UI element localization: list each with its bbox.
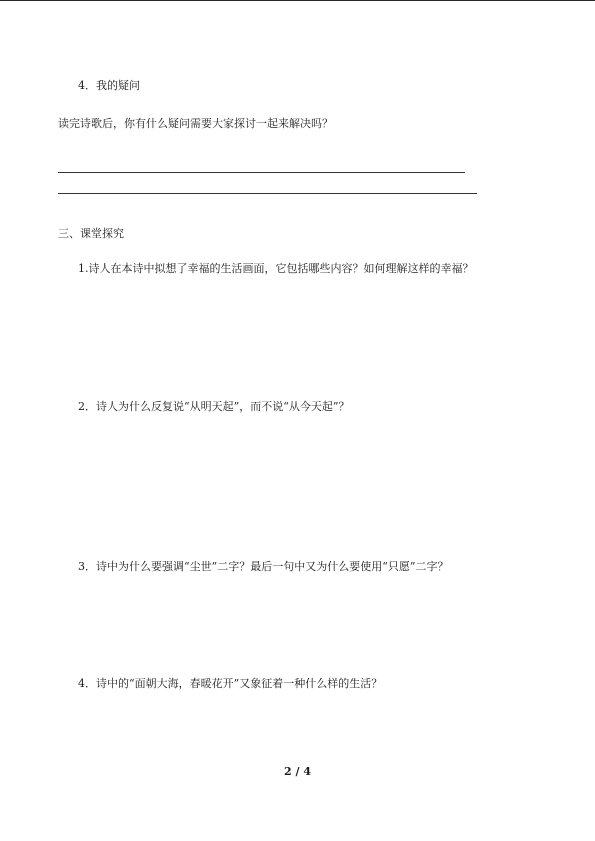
inquiry-question-4: 4．诗中的“面朝大海，春暖花开”又象征着一种什么样的生活？ xyxy=(78,677,383,690)
my-questions-heading: 4．我的疑问 xyxy=(78,79,140,92)
inquiry-question-3: 3．诗中为什么要强调“尘世”二字？最后一句中又为什么要使用“只愿”二字？ xyxy=(78,560,449,573)
my-questions-prompt: 读完诗歌后，你有什么疑问需要大家探讨一起来解决吗？ xyxy=(58,117,333,130)
classroom-inquiry-heading: 三、课堂探究 xyxy=(58,227,124,240)
answer-line-1 xyxy=(58,172,465,173)
answer-line-2 xyxy=(58,193,477,194)
inquiry-question-1: 1.诗人在本诗中拟想了幸福的生活画面，它包括哪些内容？如何理解这样的幸福？ xyxy=(78,262,474,275)
page-top-border xyxy=(0,0,595,1)
page-number: 2 / 4 xyxy=(284,765,311,778)
inquiry-question-2: 2．诗人为什么反复说“从明天起”，而不说“从今天起”？ xyxy=(78,400,350,413)
